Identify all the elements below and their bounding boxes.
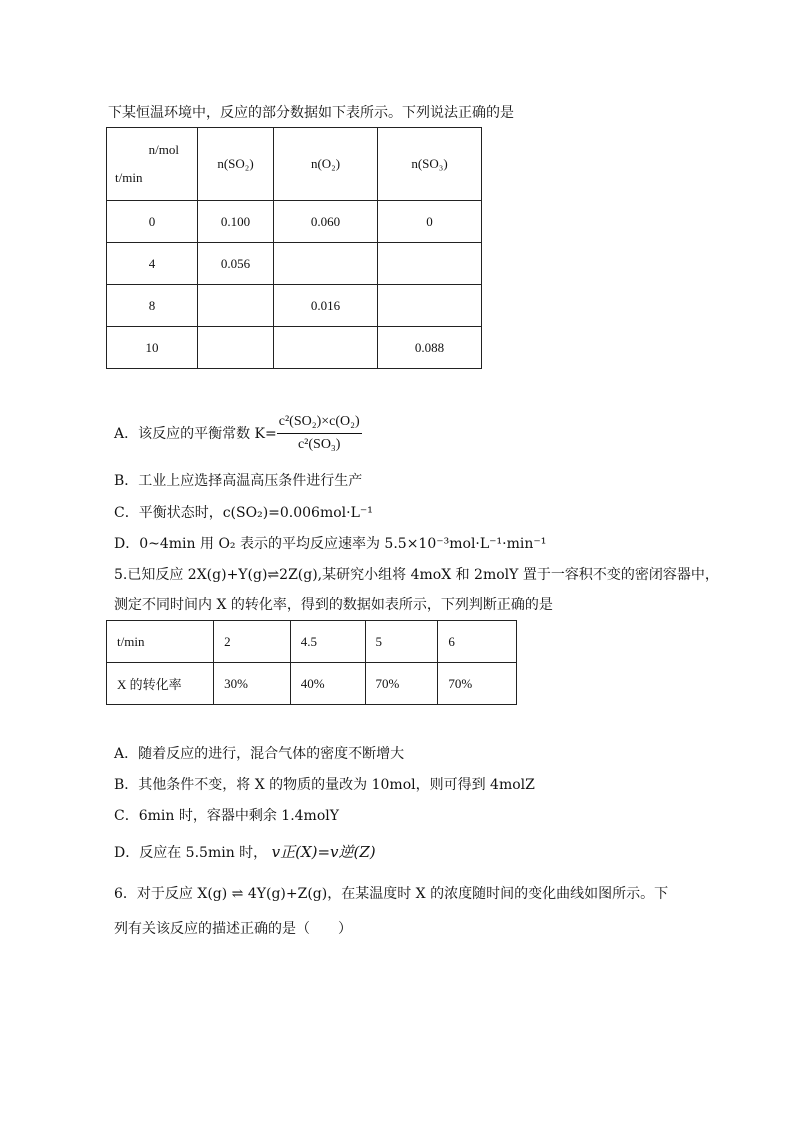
table-cell xyxy=(378,243,482,285)
q6-stem-line2: 列有关该反应的描述正确的是（ ） xyxy=(114,921,352,937)
table-corner-cell xyxy=(107,128,198,201)
table-header: n(O₂) xyxy=(274,128,378,201)
table-cell xyxy=(198,327,274,369)
table-cell xyxy=(378,285,482,327)
table-cell: 8 xyxy=(107,285,198,327)
q5-option-d-text: D．反应在 5.5min 时， xyxy=(114,845,268,861)
table-cell: 0.100 xyxy=(198,201,274,243)
table-cell: 0.016 xyxy=(274,285,378,327)
table-row xyxy=(107,243,482,285)
table-cell xyxy=(198,285,274,327)
table-cell xyxy=(274,243,378,285)
table-cell: 4 xyxy=(107,243,198,285)
intro-text: 下某恒温环境中，反应的部分数据如下表所示。下列说法正确的是 xyxy=(108,105,514,121)
table-cell: 70% xyxy=(438,663,517,705)
q5-stem-line1: 5.已知反应 2X(g)+Y(g)⇌2Z(g),某研究小组将 4moX 和 2molY 置于一容积不变的密闭容器中， xyxy=(114,567,719,583)
q4-option-c: C．平衡状态时，c(SO₂)=0.006mol·L⁻¹ xyxy=(114,505,373,521)
table-cell: 0.088 xyxy=(378,327,482,369)
table-cell: 0 xyxy=(378,201,482,243)
table-cell: 0.056 xyxy=(198,243,274,285)
equilibrium-constant-fraction xyxy=(277,412,362,455)
rate-formula: v正(X)=v逆(Z) xyxy=(271,843,376,861)
table-cell: 6 xyxy=(438,621,517,663)
table-cell: 0 xyxy=(107,201,198,243)
q5-option-b: B．其他条件不变，将 X 的物质的量改为 10mol，则可得到 4molZ xyxy=(114,777,535,793)
table-row xyxy=(107,285,482,327)
table-cell: 4.5 xyxy=(290,621,365,663)
table-cell: 40% xyxy=(290,663,365,705)
corner-bottom-label: t/min xyxy=(115,170,143,185)
table-header: n(SO₃) xyxy=(378,128,482,201)
table-row xyxy=(107,201,482,243)
q6-stem-line1: 6．对于反应 X(g) ⇌ 4Y(g)+Z(g)，在某温度时 X 的浓度随时间的变化曲线如图所示。下 xyxy=(114,886,669,902)
table-cell: 0.060 xyxy=(274,201,378,243)
table-row xyxy=(107,621,517,663)
table-cell: t/min xyxy=(107,621,214,663)
q4-option-a-text: A．该反应的平衡常数 K= xyxy=(114,425,277,442)
q4-option-d: D．0~4min 用 O₂ 表示的平均反应速率为 5.5×10⁻³mol·L⁻¹·min⁻¹ xyxy=(114,536,547,552)
table-cell: 5 xyxy=(365,621,438,663)
q5-option-d xyxy=(114,843,376,862)
table-cell: 30% xyxy=(214,663,291,705)
table-cell: 10 xyxy=(107,327,198,369)
fraction-denominator: c²(SO₃) xyxy=(297,437,341,452)
table-cell: 70% xyxy=(365,663,438,705)
data-table-2 xyxy=(106,620,517,705)
q5-option-c: C．6min 时，容器中剩余 1.4molY xyxy=(114,808,339,824)
q4-option-b: B．工业上应选择高温高压条件进行生产 xyxy=(114,473,363,489)
table-cell: 2 xyxy=(214,621,291,663)
table-cell xyxy=(274,327,378,369)
data-table-1 xyxy=(106,127,482,369)
q5-option-a: A．随着反应的进行，混合气体的密度不断增大 xyxy=(114,746,405,762)
table-row xyxy=(107,327,482,369)
table-row xyxy=(107,663,517,705)
corner-top-label: n/mol xyxy=(148,142,179,157)
q5-stem-line2: 测定不同时间内 X 的转化率，得到的数据如表所示，下列判断正确的是 xyxy=(114,597,553,613)
fraction-numerator: c²(SO₂)×c(O₂) xyxy=(277,412,362,434)
q4-option-a xyxy=(114,412,362,455)
table-header: n(SO₂) xyxy=(198,128,274,201)
table-cell: X 的转化率 xyxy=(107,663,214,705)
